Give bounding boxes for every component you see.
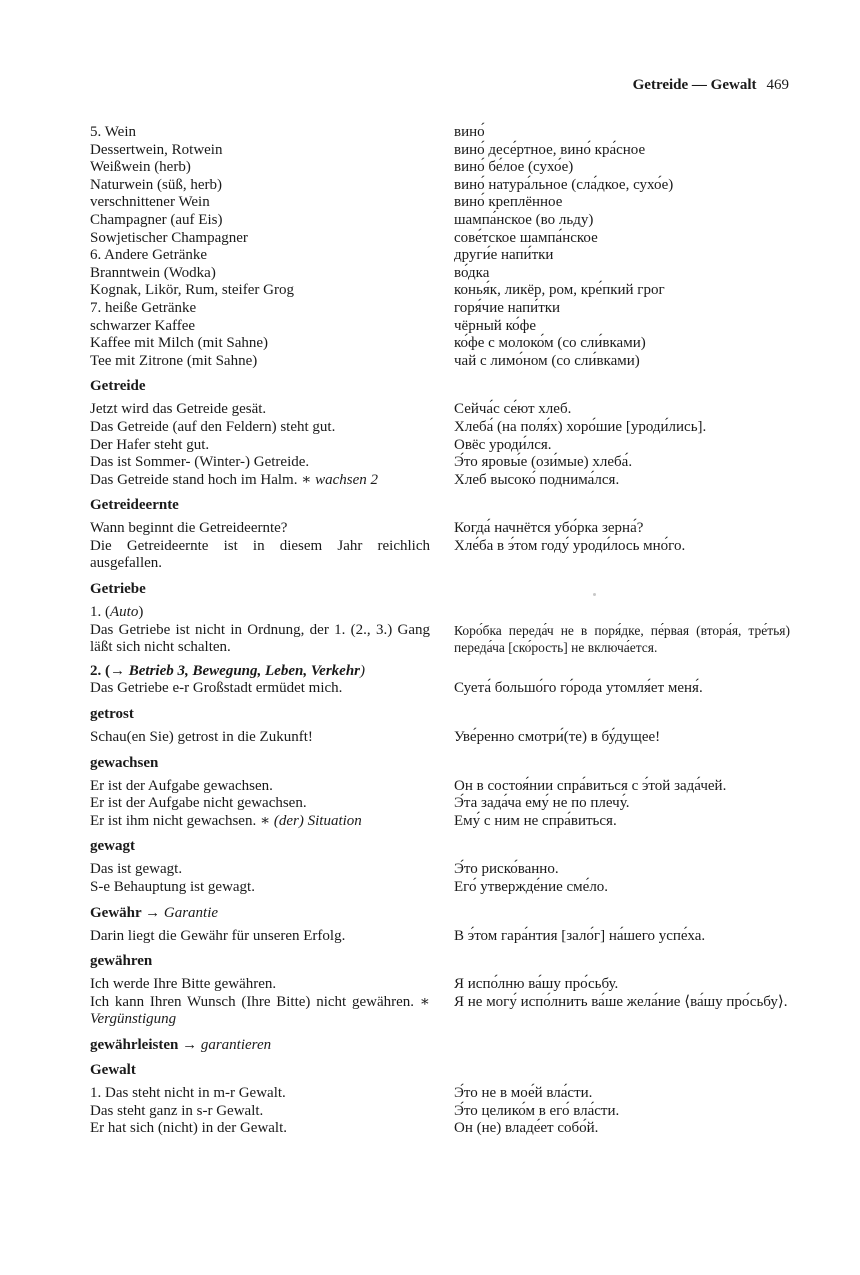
russian-translation: Я не могу́ испо́лнить ва́ше жела́ние ⟨ва́шу про́сьбу⟩. <box>454 993 788 1010</box>
russian-translation: В э́том гара́нтия [зало́г] на́шего успе́ха. <box>454 927 706 944</box>
entry-row <box>90 437 790 455</box>
entry-headword <box>90 952 790 970</box>
russian-translation: горя́чие напи́тки <box>454 299 561 316</box>
entry-row <box>90 353 790 371</box>
russian-translation: други́е напи́тки <box>454 247 554 264</box>
russian-translation: Он (не) владе́ет собо́й. <box>454 1120 599 1137</box>
russian-translation: Суета́ большо́го го́рода утомля́ет меня́. <box>454 680 703 697</box>
german-phrase: Sowjetischer Champagner <box>90 229 248 246</box>
russian-translation: ко́фе с молоко́м (со сли́вками) <box>454 335 646 352</box>
headword-text: gewähren <box>90 953 153 970</box>
german-text <box>90 472 430 490</box>
german-text <box>90 813 430 831</box>
entry-row <box>90 401 790 419</box>
german-phrase: Weißwein (herb) <box>90 159 191 176</box>
entry-row <box>90 142 790 160</box>
german-phrase: Schau(en Sie) getrost in die Zukunft! <box>90 729 313 746</box>
headword-text: Getriebe <box>90 581 146 598</box>
russian-translation: Э́то риско́ванно. <box>454 861 559 878</box>
german-text <box>90 520 430 538</box>
cross-reference: → garantieren <box>182 1036 272 1053</box>
german-phrase: Wann beginnt die Getreideernte? <box>90 520 288 537</box>
entry-row <box>90 335 790 353</box>
german-text <box>90 401 430 419</box>
running-headword: Getreide — Gewalt <box>632 77 757 93</box>
german-text <box>90 1103 430 1121</box>
german-text <box>90 729 430 747</box>
entry-row <box>90 928 790 946</box>
entry-row <box>90 282 790 300</box>
german-text <box>90 142 430 160</box>
sense-close: ) <box>360 662 365 679</box>
headword-text: gewagt <box>90 838 135 855</box>
german-text <box>90 454 430 472</box>
entry-row <box>90 230 790 248</box>
german-text <box>90 247 430 265</box>
russian-translation: во́дка <box>454 264 490 281</box>
russian-translation: Хле́ба в э́том году́ уроди́лось мно́го. <box>454 537 686 554</box>
russian-translation: Хлеб высоко́ поднима́лся. <box>454 471 620 488</box>
german-text <box>90 212 430 230</box>
russian-translation: вино́ десе́ртное, вино́ кра́сное <box>454 141 646 158</box>
russian-translation: Коро́бка переда́ч не в поря́дке, пе́рвая (втора́я, тре́тья) переда́ча [ско́рость] не включа́ется. <box>454 622 790 656</box>
entry-row <box>90 177 790 195</box>
cross-reference: wachsen 2 <box>315 471 379 488</box>
entry-headword <box>90 580 790 598</box>
german-phrase: Champagner (auf Eis) <box>90 211 223 228</box>
entry-headword <box>90 496 790 514</box>
russian-translation: Ему́ с ним не спра́виться. <box>454 812 617 829</box>
entry-row <box>90 1120 790 1138</box>
german-phrase: 5. Wein <box>90 124 137 140</box>
german-phrase: S-e Behauptung ist gewagt. <box>90 879 255 895</box>
russian-translation: Я испо́лню ва́шу про́сьбу. <box>454 976 619 993</box>
german-text <box>90 976 430 994</box>
german-phrase: Kaffee mit Milch (mit Sahne) <box>90 335 269 352</box>
russian-translation: Э́то целико́м в его́ вла́сти. <box>454 1102 620 1119</box>
dictionary-entry <box>90 1061 790 1138</box>
entry-headword <box>90 705 790 723</box>
german-phrase: Er ist der Aufgabe nicht gewachsen. <box>90 795 307 812</box>
entry-row <box>90 680 790 698</box>
entry-row <box>90 247 790 265</box>
german-text <box>90 1085 430 1103</box>
page-number: 469 <box>766 77 789 93</box>
german-text <box>90 928 430 946</box>
german-phrase: Er ist ihm nicht gewachsen. ∗ <box>90 812 271 829</box>
german-text <box>90 419 430 437</box>
russian-translation: Сейча́с се́ют хлеб. <box>454 401 572 418</box>
german-phrase: verschnittener Wein <box>90 194 210 211</box>
dictionary-entry <box>90 904 790 946</box>
russian-translation: Когда́ начнётся убо́рка зерна́? <box>454 520 644 537</box>
german-text <box>90 861 430 879</box>
german-text <box>90 795 430 813</box>
german-text <box>90 778 430 796</box>
german-phrase: 7. heiße Getränke <box>90 299 197 316</box>
german-phrase: Ich kann Ihren Wunsch (Ihre Bitte) nicht gewähren. ∗ <box>90 993 430 1010</box>
entry-headword <box>90 904 790 922</box>
russian-translation: чай с лимо́ном (со сли́вками) <box>454 352 640 369</box>
german-text <box>90 604 430 622</box>
cross-reference: Betrieb 3, Bewegung, Leben, Verkehr <box>128 662 360 679</box>
headword-text: gewachsen <box>90 754 159 771</box>
running-header <box>0 77 789 94</box>
dictionary-entry <box>90 377 790 489</box>
dictionary-entry <box>90 837 790 896</box>
german-text <box>90 994 430 1029</box>
entry-headword <box>90 837 790 855</box>
german-phrase: Darin liegt die Gewähr für unseren Erfolg. <box>90 927 346 944</box>
german-phrase: Jetzt wird das Getreide gesät. <box>90 401 267 418</box>
headword-text: Gewähr <box>90 904 142 921</box>
entry-row <box>90 729 790 747</box>
dictionary-entry <box>90 124 790 370</box>
german-text <box>90 663 430 681</box>
german-phrase: Das ist gewagt. <box>90 861 183 878</box>
entry-row <box>90 520 790 538</box>
entry-row <box>90 1103 790 1121</box>
russian-translation: Овёс уроди́лся. <box>454 436 552 453</box>
german-text <box>90 1120 430 1138</box>
russian-translation: вино́ бе́лое (сухо́е) <box>454 159 574 176</box>
headword-text: Getreide <box>90 378 146 395</box>
entry-row <box>90 538 790 573</box>
russian-translation: конья́к, ликёр, ром, кре́пкий грог <box>454 282 665 299</box>
russian-translation: Э́то не в мое́й вла́сти. <box>454 1084 593 1101</box>
russian-translation <box>454 604 790 622</box>
entry-row <box>90 976 790 994</box>
entry-row <box>90 622 790 657</box>
dictionary-entry <box>90 496 790 573</box>
german-phrase: Tee mit Zitrone (mit Sahne) <box>90 352 258 369</box>
german-text <box>90 300 430 318</box>
german-text <box>90 265 430 283</box>
russian-translation: Хлеба́ (на поля́х) хоро́шие [уроди́лись]. <box>454 418 707 435</box>
russian-translation: вино́ <box>454 124 485 140</box>
german-text <box>90 230 430 248</box>
headword-text: Getreideernte <box>90 497 179 514</box>
entry-row <box>90 604 790 622</box>
entry-row <box>90 994 790 1029</box>
entry-headword <box>90 1036 790 1054</box>
entry-row <box>90 813 790 831</box>
german-phrase: schwarzer Kaffee <box>90 317 196 334</box>
russian-translation: шампа́нское (во льду) <box>454 211 594 228</box>
german-phrase: Kognak, Likör, Rum, steifer Grog <box>90 282 294 299</box>
headword-text: Gewalt <box>90 1061 136 1078</box>
german-text <box>90 159 430 177</box>
german-text <box>90 318 430 336</box>
german-phrase: Das Getreide (auf den Feldern) steht gut. <box>90 418 336 435</box>
russian-translation: Уве́ренно смотри́(те) в бу́дущее! <box>454 729 661 746</box>
german-text <box>90 622 430 657</box>
entry-row <box>90 861 790 879</box>
russian-translation: Он в состоя́нии спра́виться с э́той зада́чей. <box>454 777 727 794</box>
german-text <box>90 124 430 142</box>
german-phrase: Das Getriebe ist nicht in Ordnung, der 1. (2., 3.) Gang läßt sich nicht schalten. <box>90 621 430 656</box>
german-phrase: Naturwein (süß, herb) <box>90 176 223 193</box>
sense-number: 1. ( <box>90 604 110 621</box>
german-phrase: Der Hafer steht gut. <box>90 436 210 453</box>
dictionary-entry <box>90 580 790 698</box>
russian-translation: чёрный ко́фе <box>454 317 536 334</box>
german-phrase: 6. Andere Getränke <box>90 247 208 264</box>
entry-row <box>90 194 790 212</box>
headword-text: getrost <box>90 706 134 723</box>
entry-row <box>90 663 790 681</box>
german-text <box>90 879 430 897</box>
entry-headword <box>90 1061 790 1079</box>
german-text <box>90 282 430 300</box>
german-text <box>90 177 430 195</box>
german-phrase: Dessertwein, Rotwein <box>90 141 223 158</box>
entry-row <box>90 795 790 813</box>
dictionary-entry <box>90 705 790 747</box>
entry-headword <box>90 754 790 772</box>
german-phrase: Branntwein (Wodka) <box>90 264 216 281</box>
entry-row <box>90 159 790 177</box>
entry-row <box>90 265 790 283</box>
print-speck <box>593 593 596 596</box>
dictionary-body <box>90 124 790 1138</box>
german-text <box>90 335 430 353</box>
russian-translation: сове́тское шампа́нское <box>454 229 598 246</box>
german-phrase: Das Getreide stand hoch im Halm. ∗ <box>90 471 312 488</box>
german-text <box>90 680 430 698</box>
russian-translation: Его́ утвержде́ние сме́ло. <box>454 879 609 895</box>
sense-close: ) <box>138 604 144 621</box>
german-text <box>90 194 430 212</box>
cross-reference: Vergünstigung <box>90 1011 177 1028</box>
entry-row <box>90 318 790 336</box>
russian-translation <box>454 663 790 681</box>
entry-row <box>90 879 790 897</box>
dictionary-entry <box>90 1036 790 1054</box>
russian-translation: вино́ натура́льное (сла́дкое, сухо́е) <box>454 176 674 193</box>
german-phrase: Das steht ganz in s-r Gewalt. <box>90 1102 264 1119</box>
german-phrase: 1. Das steht nicht in m-r Gewalt. <box>90 1084 286 1101</box>
german-phrase: Die Getreideernte ist in diesem Jahr reichlich ausgefallen. <box>90 537 430 572</box>
cross-reference: → Garantie <box>145 904 219 921</box>
german-text <box>90 437 430 455</box>
entry-row <box>90 124 790 142</box>
dictionary-entry <box>90 952 790 1029</box>
german-text <box>90 538 430 573</box>
sense-number: 2. (→ <box>90 662 129 679</box>
russian-translation: Э́та зада́ча ему́ не по плечу́. <box>454 795 630 812</box>
dictionary-entry <box>90 754 790 831</box>
german-phrase: Er hat sich (nicht) in der Gewalt. <box>90 1120 288 1137</box>
entry-row <box>90 212 790 230</box>
entry-row <box>90 454 790 472</box>
cross-reference: (der) Situation <box>273 812 362 829</box>
german-phrase: Das Getriebe e-r Großstadt ermüdet mich. <box>90 680 343 697</box>
headword-text: gewährleisten <box>90 1036 179 1053</box>
german-phrase: Ich werde Ihre Bitte gewähren. <box>90 976 277 993</box>
entry-row <box>90 300 790 318</box>
german-phrase: Das ist Sommer- (Winter-) Getreide. <box>90 454 310 471</box>
entry-row <box>90 472 790 490</box>
sense-label: Auto <box>110 604 139 621</box>
german-text <box>90 353 430 371</box>
german-phrase: Er ist der Aufgabe gewachsen. <box>90 777 273 794</box>
entry-row <box>90 1085 790 1103</box>
entry-headword <box>90 377 790 395</box>
entry-row <box>90 419 790 437</box>
russian-translation: Э́то яровы́е (ози́мые) хлеба́. <box>454 454 633 471</box>
russian-translation: вино́ креплённое <box>454 194 563 211</box>
entry-row <box>90 778 790 796</box>
